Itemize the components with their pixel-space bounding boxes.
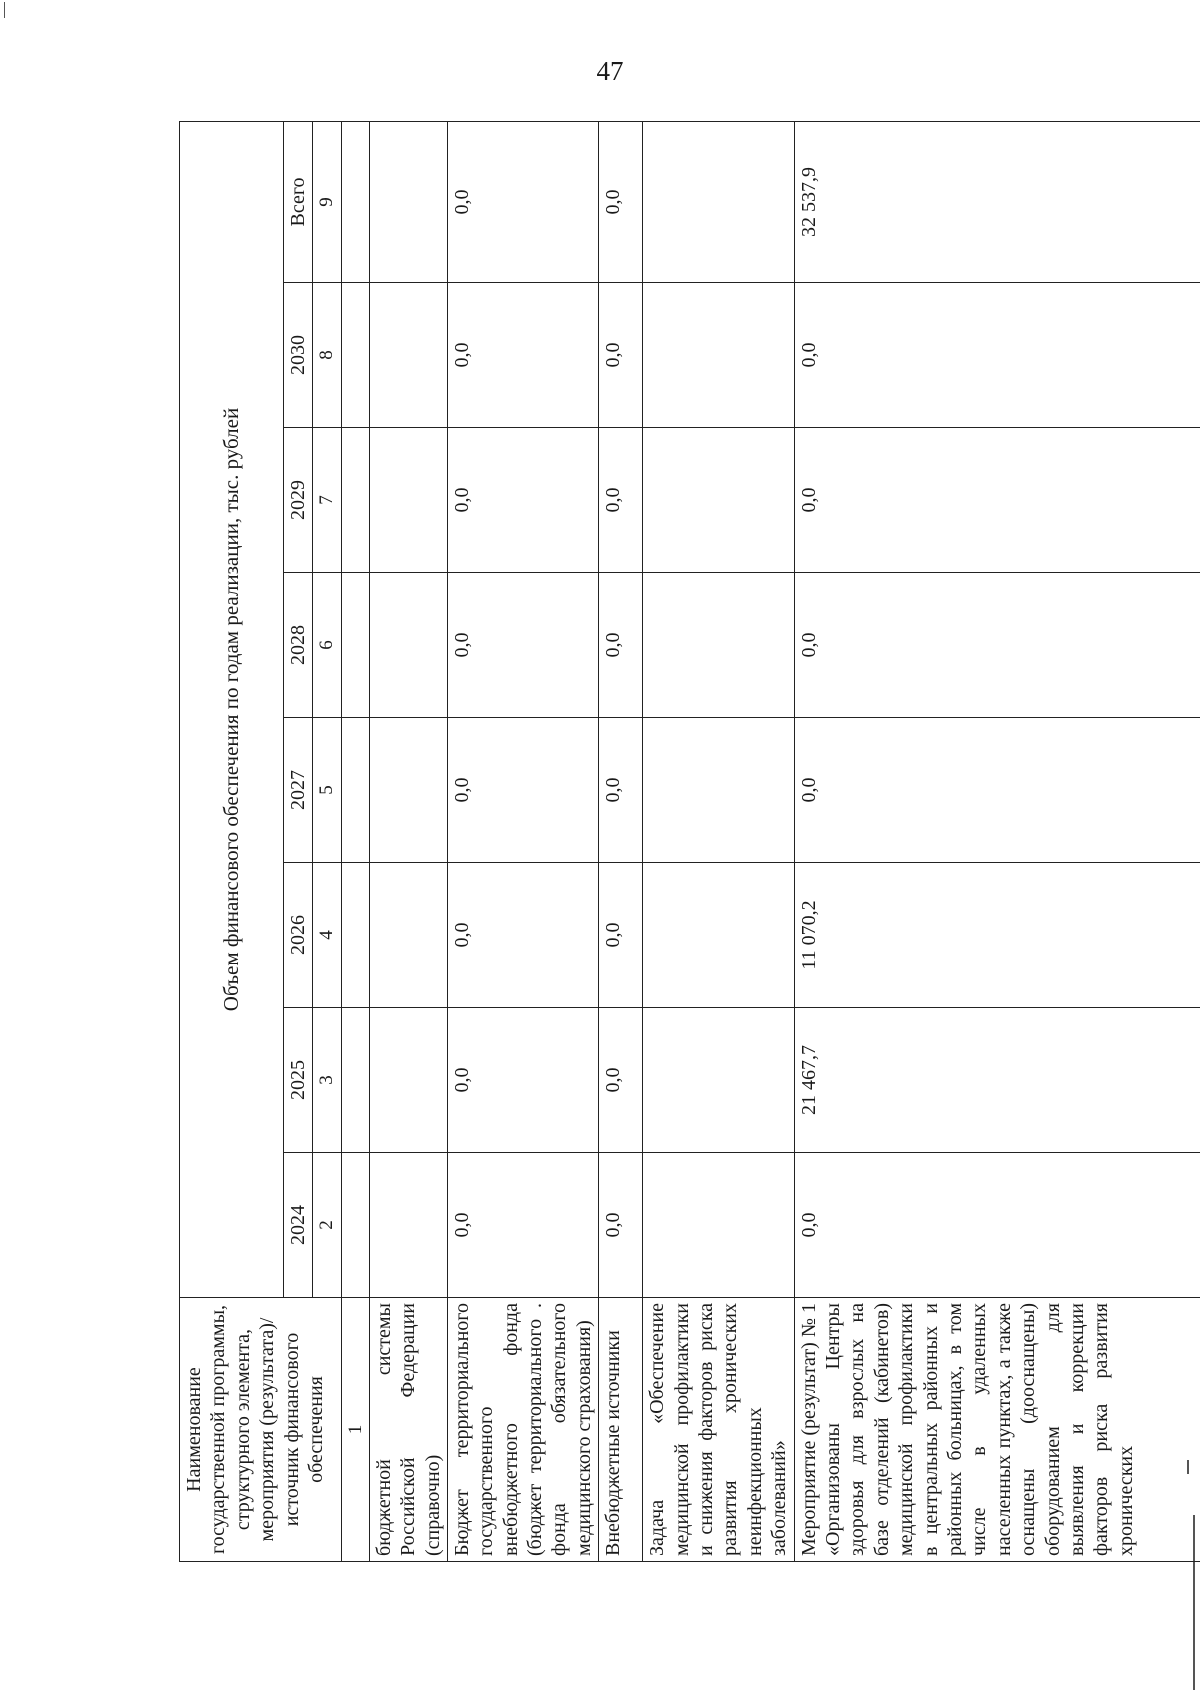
column-index: 8 bbox=[313, 283, 341, 428]
row-value: 11 070,2 bbox=[794, 863, 1200, 1008]
row-value bbox=[369, 283, 447, 428]
row-value bbox=[369, 863, 447, 1008]
index-spacer bbox=[341, 121, 369, 282]
row-name: Внебюджетные источники bbox=[599, 1298, 643, 1562]
row-value: 0,0 bbox=[599, 573, 643, 718]
column-index: 5 bbox=[313, 718, 341, 863]
column-index: 1 bbox=[341, 1298, 369, 1562]
row-value bbox=[369, 428, 447, 573]
row-value bbox=[369, 1008, 447, 1153]
column-index: 6 bbox=[313, 573, 341, 718]
header-year: 2030 bbox=[284, 283, 313, 428]
row-value bbox=[643, 283, 794, 428]
row-name: бюджетной системы Российской Федерации (справочно) bbox=[369, 1298, 447, 1562]
header-name-col: Наименование государственной программы, структурного элемента, мероприятия (результата)/источник финансового обеспечения bbox=[180, 1298, 342, 1562]
row-value: 0,0 bbox=[599, 1153, 643, 1298]
header-year: 2026 bbox=[284, 863, 313, 1008]
row-value bbox=[643, 1008, 794, 1153]
row-value: 0,0 bbox=[447, 121, 598, 282]
row-value: 0,0 bbox=[447, 573, 598, 718]
table-row bbox=[369, 121, 447, 1561]
index-spacer bbox=[341, 428, 369, 573]
row-value: 0,0 bbox=[599, 718, 643, 863]
row-value bbox=[643, 121, 794, 282]
row-value: 0,0 bbox=[447, 863, 598, 1008]
row-value: 0,0 bbox=[794, 1153, 1200, 1298]
header-year: 2029 bbox=[284, 428, 313, 573]
header-year: 2025 bbox=[284, 1008, 313, 1153]
index-spacer bbox=[341, 718, 369, 863]
financing-table bbox=[179, 121, 1200, 1562]
row-value: 0,0 bbox=[599, 283, 643, 428]
header-year: 2028 bbox=[284, 573, 313, 718]
index-spacer bbox=[341, 573, 369, 718]
index-spacer bbox=[341, 1153, 369, 1298]
page-number: 47 bbox=[596, 56, 624, 86]
row-value bbox=[369, 573, 447, 718]
row-value bbox=[643, 573, 794, 718]
row-value bbox=[369, 1153, 447, 1298]
header-volume: Объем финансового обеспечения по годам реализации, тыс. рублей bbox=[180, 121, 284, 1297]
header-year: 2024 bbox=[284, 1153, 313, 1298]
row-value: 0,0 bbox=[599, 121, 643, 282]
index-spacer bbox=[341, 283, 369, 428]
column-index: 3 bbox=[313, 1008, 341, 1153]
column-index: 7 bbox=[313, 428, 341, 573]
index-spacer bbox=[341, 1008, 369, 1153]
index-spacer bbox=[341, 863, 369, 1008]
row-value bbox=[643, 428, 794, 573]
row-name: Задача «Обеспечение медицинской профилактики и снижения факторов риска развития хронических неинфекционных заболеваний» bbox=[643, 1298, 794, 1562]
column-index: 9 bbox=[313, 121, 341, 282]
row-value: 0,0 bbox=[447, 1008, 598, 1153]
row-value bbox=[643, 1153, 794, 1298]
row-value bbox=[643, 863, 794, 1008]
rotated-table-wrap bbox=[179, 122, 1200, 1562]
row-value: 0,0 bbox=[794, 718, 1200, 863]
row-value bbox=[369, 718, 447, 863]
header-total: Всего bbox=[284, 121, 313, 282]
column-index: 2 bbox=[313, 1153, 341, 1298]
row-value: 0,0 bbox=[447, 283, 598, 428]
row-value: 0,0 bbox=[447, 428, 598, 573]
row-value: 0,0 bbox=[599, 428, 643, 573]
row-value: 21 467,7 bbox=[794, 1008, 1200, 1153]
header-year: 2027 bbox=[284, 718, 313, 863]
row-value: 0,0 bbox=[599, 863, 643, 1008]
row-name: Бюджет территориального государственного внебюджетного фонда (бюджет территориального . фонда обязательного медицинского страхования) bbox=[447, 1298, 598, 1562]
row-value: 0,0 bbox=[794, 283, 1200, 428]
scan-mark-left bbox=[4, 2, 5, 18]
row-name: Мероприятие (результат) № 1 «Организованы Центры здоровья для взрослых на базе отделений (кабинетов) медицинской профилактики в центральных районных и районных больницах, в том числе в удаленных населенных пунктах, а также оснащены (дооснащены) оборудованием для выявления и коррекции факторов риска развития хронических bbox=[794, 1298, 1200, 1562]
row-value: 0,0 bbox=[794, 573, 1200, 718]
row-value: 0,0 bbox=[599, 1008, 643, 1153]
row-value: 32 537,9 bbox=[794, 121, 1200, 282]
table-row bbox=[643, 121, 794, 1561]
row-value: 0,0 bbox=[447, 718, 598, 863]
table-row bbox=[599, 121, 643, 1561]
row-value bbox=[643, 718, 794, 863]
table-row bbox=[447, 121, 598, 1561]
column-index: 4 bbox=[313, 863, 341, 1008]
table-row bbox=[794, 121, 1200, 1561]
row-value: 0,0 bbox=[794, 428, 1200, 573]
row-value bbox=[369, 121, 447, 282]
row-value: 0,0 bbox=[447, 1153, 598, 1298]
